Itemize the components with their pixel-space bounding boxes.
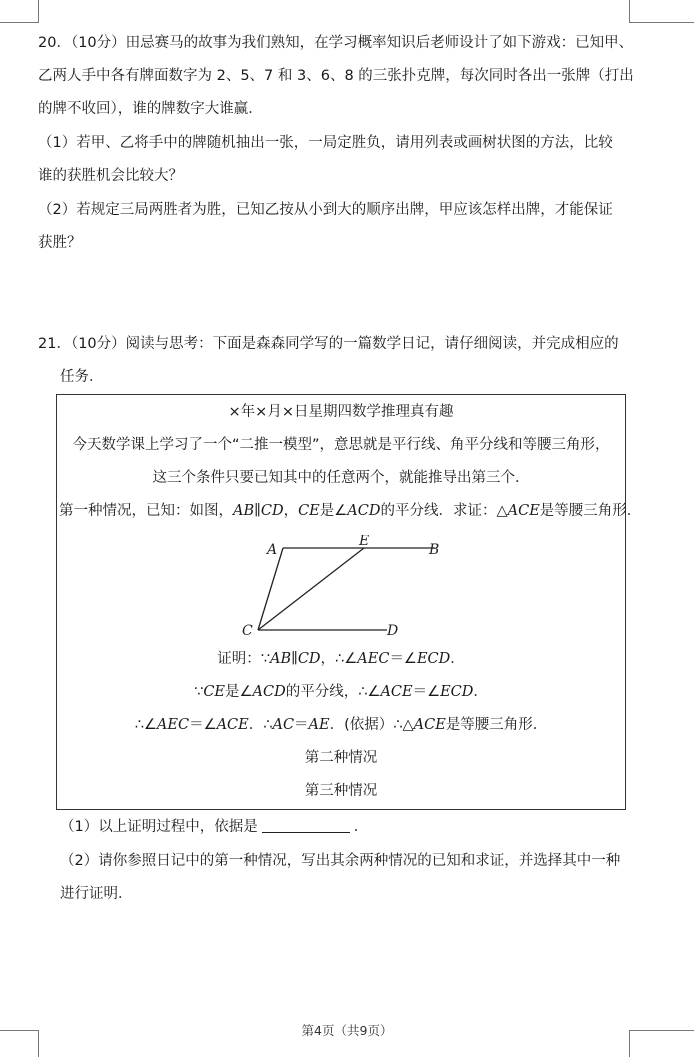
crop-mark-top-right	[629, 0, 694, 23]
page-footer: 第4页（共9页）	[301, 1023, 393, 1038]
point-a-label: A	[267, 542, 278, 558]
proof-line2: ∵CE是∠ACD的平分线，∴∠ACE＝∠ECD．	[194, 684, 488, 700]
point-d-label: D	[387, 623, 399, 639]
proof-line1: 证明：∵AB∥CD，∴∠AEC＝∠ECD．	[217, 651, 465, 667]
geometry-figure	[235, 535, 475, 645]
point-e-label: E	[359, 535, 370, 549]
q20-stem-line1: 20．（10分）田忌赛马的故事为我们熟知，在学习概率知识后老师设计了如下游戏：已知甲、	[38, 35, 634, 51]
q21-stem-line2: 任务．	[60, 369, 104, 385]
diary-intro-line2: 这三个条件只要已知其中的任意两个，就能推导出第三个．	[152, 470, 530, 486]
proof-line3: ∴∠AEC＝∠ACE．∴AC＝AE．(依据）∴△ACE是等腰三角形．	[134, 717, 548, 733]
q21-task2-line1: （2）请你参照日记中的第一种情况，写出其余两种情况的已知和求证，并选择其中一种	[60, 853, 621, 869]
q20-part1-line1: （1）若甲、乙将手中的牌随机抽出一张，一局定胜负，请用列表或画树状图的方法，比较	[38, 135, 613, 151]
segment-ce	[258, 548, 364, 630]
diary-intro-line1: 今天数学课上学习了一个“二推一模型”，意思就是平行线、角平分线和等腰三角形，	[72, 437, 610, 453]
q20-stem-line3: 的牌不收回），谁的牌数字大谁赢．	[38, 101, 263, 117]
diary-case1-statement: 第一种情况，已知：如图，AB∥CD，CE是∠ACD的平分线．求证：△ACE是等腰三角形．	[59, 503, 642, 519]
answer-blank[interactable]	[262, 818, 350, 833]
crop-mark-top-left	[0, 0, 39, 23]
math-diary-box	[56, 394, 642, 810]
q21-stem-line1: 21．（10分）阅读与思考：下面是森森同学写的一篇数学日记，请仔细阅读，并完成相应的	[38, 336, 619, 352]
q20-part2-line2: 获胜？	[38, 235, 82, 251]
diary-case2-heading: 第二种情况	[304, 750, 378, 766]
point-c-label: C	[242, 623, 253, 639]
diary-case3-heading: 第三种情况	[304, 783, 378, 799]
segment-ac	[258, 548, 283, 630]
diary-title: ×年×月×日星期四数学推理真有趣	[228, 404, 454, 420]
q20-stem-line2: 乙两人手中各有牌面数字为 2、5、7 和 3、6、8 的三张扑克牌，每次同时各出一张牌（打出	[38, 68, 634, 84]
point-b-label: B	[429, 542, 440, 558]
q21-task1: （1）以上证明过程中，依据是 ．	[60, 819, 369, 835]
q20-part1-line2: 谁的获胜机会比较大？	[38, 168, 183, 184]
q21-task2-line2: 进行证明．	[60, 886, 133, 902]
q20-part2-line1: （2）若规定三局两胜者为胜，已知乙按从小到大的顺序出牌，甲应该怎样出牌，才能保证	[38, 202, 613, 218]
